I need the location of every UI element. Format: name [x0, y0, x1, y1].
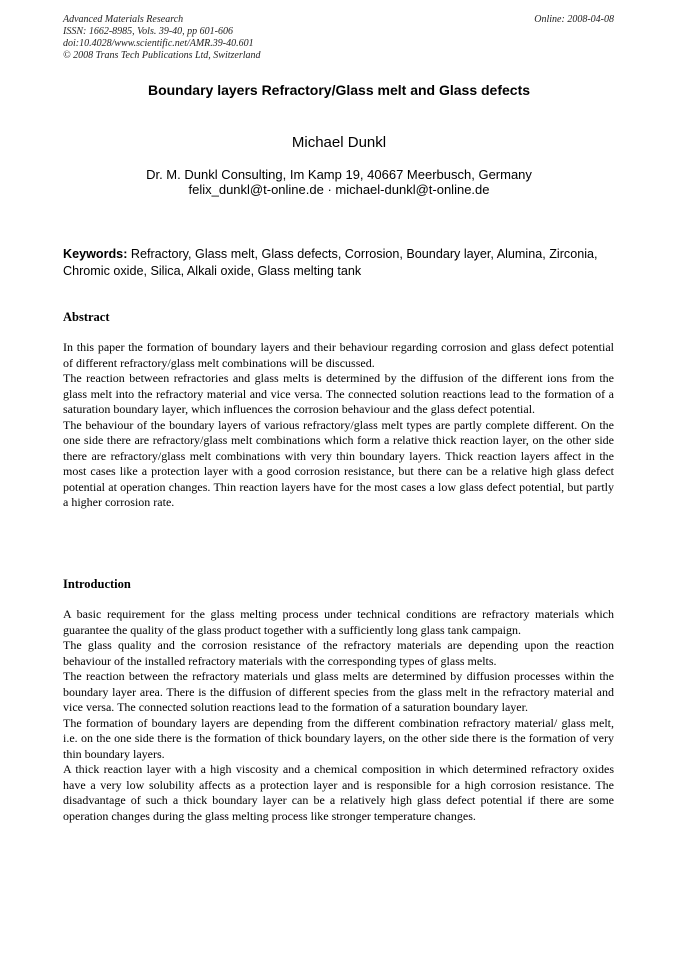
author-emails: felix_dunkl@t-online.de · michael-dunkl@t-online.de	[188, 182, 490, 197]
introduction-paragraph: The formation of boundary layers are depending from the different combination refractory material/ glass melt, i.e. on the one side there is the formation of thick boundary layers, on the other side there is the formation of very thin boundary layers.	[63, 715, 614, 761]
paper-title: Boundary layers Refractory/Glass melt and Glass defects	[147, 82, 531, 98]
introduction-paragraph: The reaction between the refractory materials und glass melts are determined by diffusion processes within the boundary layer area. There is the diffusion of different species from the glass melt in the refractory material and vice versa. The connected solution reactions lead to the formation of a saturation boundary layer.	[63, 669, 614, 714]
copyright-line: © 2008 Trans Tech Publications Ltd, Switzerland	[63, 50, 261, 61]
author-name: Michael Dunkl	[291, 134, 387, 151]
journal-name: Advanced Materials Research	[63, 14, 184, 25]
introduction-paragraph: The glass quality and the corrosion resistance of the refractory materials are depending upon the reaction behaviour of the installed refractory materials with the corresponding types of glass melts.	[63, 638, 614, 668]
introduction-paragraph: A basic requirement for the glass melting process under technical conditions are refractory materials which guarantee the quality of the glass product together with a sufficiently long glass tank campaign.	[63, 607, 614, 637]
introduction-heading: Introduction	[63, 577, 131, 591]
abstract-body	[63, 340, 614, 511]
keywords-label: Keywords:	[63, 247, 128, 261]
online-date: Online: 2008-04-08	[534, 14, 614, 25]
keywords	[63, 246, 614, 280]
abstract-paragraph: The reaction between refractories and glass melts is determined by the diffusion of the different ions from the glass melt into the refractory material and vice versa. The connected solution reactions lead to the formation of a saturation boundary layer, which influences the corrosion behaviour and the glass defect potential.	[63, 371, 614, 416]
doi-line: doi:10.4028/www.scientific.net/AMR.39-40.601	[63, 38, 254, 49]
abstract-paragraph: The behaviour of the boundary layers of various refractory/glass melt types are partly complete different. On the one side there are refractory/glass melt combinations which form a relative thick reaction layer, on the other side there are refractory/glass melt combinations with very thin boundary layers. Thick reaction layers affect in the most cases like a protection layer with a good corrosion resistance, but there can be a relative high glass defect potential at operation changes. Thin reaction layers have for the most cases a low glass defect potential, but partly a higher corrosion rate.	[63, 417, 614, 509]
journal-header	[63, 14, 423, 62]
affiliation-address: Dr. M. Dunkl Consulting, Im Kamp 19, 40667 Meerbusch, Germany	[146, 167, 532, 182]
abstract-paragraph: In this paper the formation of boundary layers and their behaviour regarding corrosion and glass defect potential of different refractory/glass melt combinations will be discussed.	[63, 340, 614, 370]
introduction-paragraph: A thick reaction layer with a high viscosity and a chemical composition in which determined refractory oxides have a very low solubility affects as a protection layer and is responsible for a high corrosion resistance. The disadvantage of such a thick boundary layer can be a relatively high glass defect potential if there are some operation changes during the glass melting process like stronger temperature changes.	[63, 762, 614, 823]
keywords-text: Refractory, Glass melt, Glass defects, Corrosion, Boundary layer, Alumina, Zirconia, Chromic oxide, Silica, Alkali oxide, Glass melting tank	[63, 247, 598, 278]
affiliation	[0, 167, 678, 197]
introduction-body	[63, 607, 614, 824]
issn-line: ISSN: 1662-8985, Vols. 39-40, pp 601-606	[63, 26, 233, 37]
abstract-heading: Abstract	[63, 310, 110, 324]
